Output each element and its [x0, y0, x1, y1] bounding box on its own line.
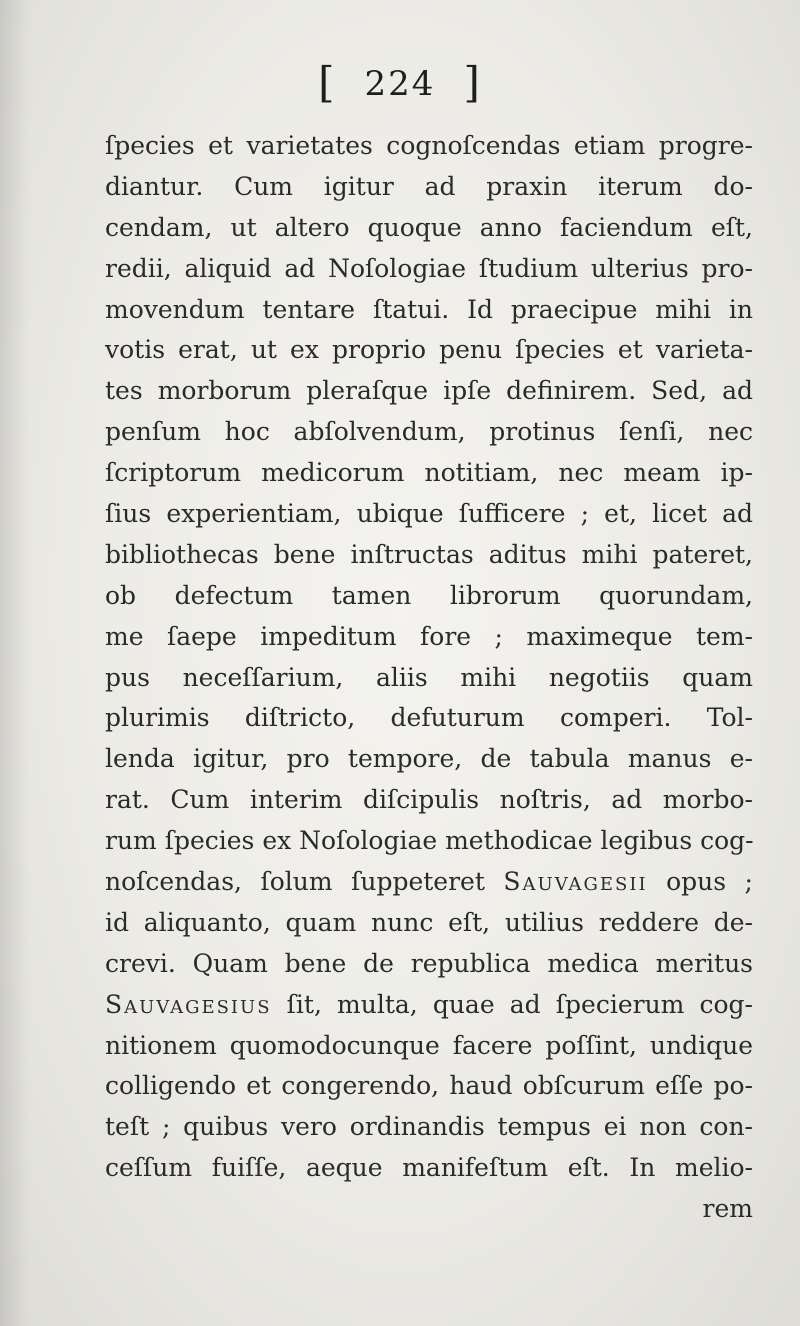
text-line: noſcendas, ſolum ſuppeteret Sauvagesii opus ;: [105, 867, 753, 897]
text-line: id aliquanto, quam nunc eſt, utilius reddere de-: [105, 907, 753, 937]
text-line: ſpecies et varietates cognoſcendas etiam progre-: [105, 131, 753, 160]
text-line: colligendo et congerendo, haud obſcurum eſſe po-: [105, 1071, 753, 1101]
header-close-bracket: ]: [463, 58, 482, 107]
text-line: rum ſpecies ex Noſologiae methodicae legibus cog-: [105, 826, 754, 856]
text-line: teſt ; quibus vero ordinandis tempus ei non con-: [105, 1112, 753, 1142]
page-number: 224: [364, 64, 436, 104]
text-line: lenda igitur, pro tempore, de tabula manus e-: [105, 744, 753, 774]
text-line: pus neceſſarium, aliis mihi negotiis quam: [105, 662, 753, 692]
small-caps-name: Sauvagesii: [503, 867, 648, 897]
text-line: redii, aliquid ad Noſologiae ſtudium ulterius pro-: [105, 253, 753, 283]
text-line: ſcriptorum medicorum notitiam, nec meam ip-: [105, 458, 753, 488]
text-line: tes morborum pleraſque ipſe definirem. Sed, ad: [105, 376, 753, 406]
text-line: plurimis diſtricto, defuturum comperi. Tol-: [105, 703, 753, 733]
text-line: me ſaepe impeditum fore ; maximeque tem-: [105, 621, 753, 651]
text-line: nitionem quomodocunque facere poſſint, undique: [105, 1030, 753, 1060]
text-line: movendum tentare ſtatui. Id praecipue mihi in: [105, 294, 753, 324]
catchword: rem: [702, 1194, 753, 1224]
text-line: votis erat, ut ex proprio penu ſpecies et varieta-: [105, 335, 753, 365]
body-text: [105, 126, 753, 1230]
text-line: bibliothecas bene inſtructas aditus mihi pateret,: [105, 539, 753, 569]
page-header: [0, 58, 800, 107]
text-line: penſum hoc abſolvendum, protinus ſenſi, nec: [105, 417, 753, 447]
text-line: Sauvagesius ſit, multa, quae ad ſpecierum cog-: [105, 989, 753, 1019]
text-line: crevi. Quam bene de republica medica meritus: [105, 948, 753, 978]
small-caps-name: Sauvagesius: [105, 989, 272, 1019]
text-line: ceſſum fuiſſe, aeque manifeſtum eſt. In melio-: [105, 1153, 753, 1183]
text-line: ſius experientiam, ubique ſufficere ; et, licet ad: [105, 499, 753, 529]
text-line: diantur. Cum igitur ad praxin iterum do-: [105, 171, 753, 201]
header-open-bracket: [: [318, 58, 337, 107]
text-line: ob defectum tamen librorum quorundam,: [105, 580, 753, 610]
text-line: cendam, ut altero quoque anno faciendum eſt,: [105, 212, 753, 242]
text-line: rat. Cum interim diſcipulis noſtris, ad morbo-: [105, 785, 753, 815]
